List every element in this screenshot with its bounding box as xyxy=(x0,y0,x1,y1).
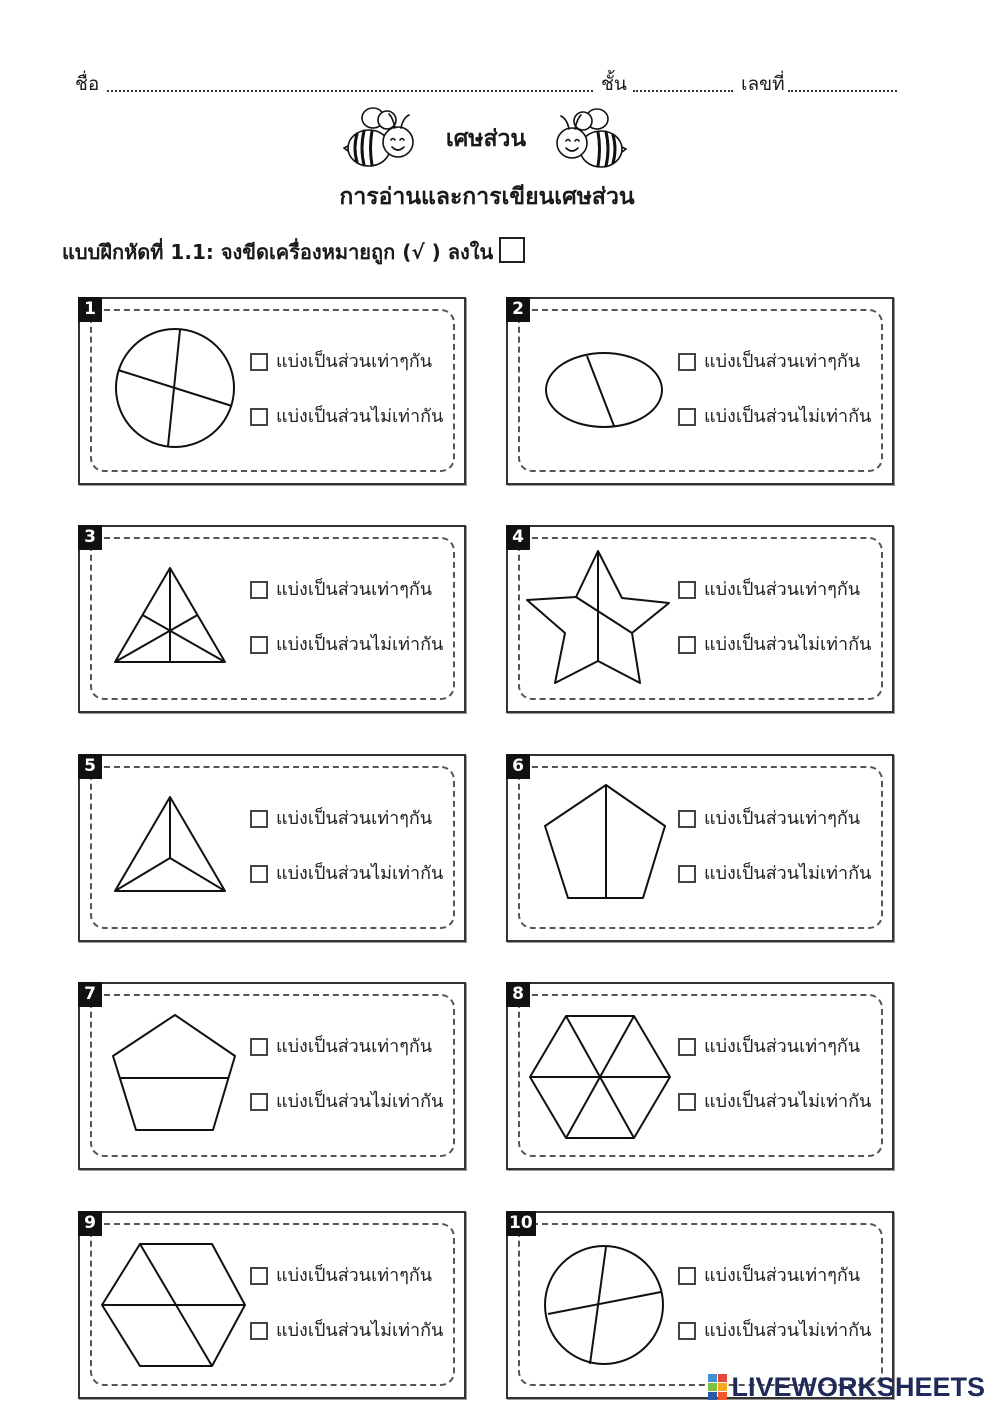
star-shape xyxy=(506,525,706,713)
option-equal-label: แบ่งเป็นส่วนเท่าๆกัน xyxy=(704,808,861,829)
instruction-text: แบบฝึกหัดที่ 1.1: จงขีดเครื่องหมายถูก (√ ) ลงใน xyxy=(62,240,494,264)
option-unequal-label: แบ่งเป็นส่วนไม่เท่ากัน xyxy=(704,634,872,655)
logo-icon xyxy=(708,1374,727,1400)
exercise-number-badge: 5 xyxy=(78,754,102,779)
exercise-number-badge: 3 xyxy=(78,525,102,550)
option-unequal-label: แบ่งเป็นส่วนไม่เท่ากัน xyxy=(704,863,872,884)
triangle-shape xyxy=(78,525,278,713)
exercise-card-2 xyxy=(506,297,894,485)
exercise-number-badge: 8 xyxy=(506,982,530,1007)
checkbox-unequal[interactable] xyxy=(250,865,268,883)
logo-icon-cell xyxy=(718,1392,727,1400)
exercise-card-8 xyxy=(506,982,894,1170)
checkbox-unequal[interactable] xyxy=(250,408,268,426)
checkbox-equal[interactable] xyxy=(678,810,696,828)
liveworksheets-logo xyxy=(708,1372,985,1402)
option-unequal-label: แบ่งเป็นส่วนไม่เท่ากัน xyxy=(276,406,444,427)
option-unequal-label: แบ่งเป็นส่วนไม่เท่ากัน xyxy=(276,634,444,655)
hexagon-shape xyxy=(506,982,706,1170)
checkbox-equal[interactable] xyxy=(250,1038,268,1056)
option-equal-label: แบ่งเป็นส่วนเท่าๆกัน xyxy=(704,579,861,600)
number-blank-line xyxy=(788,90,897,92)
option-equal-label: แบ่งเป็นส่วนเท่าๆกัน xyxy=(276,808,433,829)
checkbox-unequal[interactable] xyxy=(250,1093,268,1111)
option-equal-label: แบ่งเป็นส่วนเท่าๆกัน xyxy=(276,579,433,600)
checkbox-unequal[interactable] xyxy=(678,636,696,654)
checkbox-equal[interactable] xyxy=(250,1267,268,1285)
option-equal-label: แบ่งเป็นส่วนเท่าๆกัน xyxy=(704,1036,861,1057)
checkbox-unequal[interactable] xyxy=(250,636,268,654)
option-equal-label: แบ่งเป็นส่วนเท่าๆกัน xyxy=(704,1265,861,1286)
exercise-card-1 xyxy=(78,297,466,485)
exercise-card-3 xyxy=(78,525,466,713)
checkbox-unequal[interactable] xyxy=(678,1322,696,1340)
exercise-number-badge: 4 xyxy=(506,525,530,550)
triangle-shape xyxy=(78,754,278,942)
checkbox-equal[interactable] xyxy=(678,1038,696,1056)
shape-outline xyxy=(546,353,662,427)
instruction-line xyxy=(62,237,525,265)
checkbox-equal[interactable] xyxy=(678,353,696,371)
checkbox-equal[interactable] xyxy=(250,810,268,828)
exercise-card-5 xyxy=(78,754,466,942)
pentagon-shape xyxy=(78,982,278,1170)
option-unequal-label: แบ่งเป็นส่วนไม่เท่ากัน xyxy=(704,406,872,427)
hexagon-shape xyxy=(78,1211,278,1399)
dividing-line xyxy=(115,858,170,891)
checkbox-unequal[interactable] xyxy=(678,1093,696,1111)
checkbox-unequal[interactable] xyxy=(678,408,696,426)
number-label: เลขที่ xyxy=(741,73,785,95)
option-unequal-label: แบ่งเป็นส่วนไม่เท่ากัน xyxy=(704,1320,872,1341)
checkbox-equal[interactable] xyxy=(678,581,696,599)
class-blank-line xyxy=(633,90,733,92)
dividing-line xyxy=(170,858,225,891)
exercise-card-9 xyxy=(78,1211,466,1399)
option-equal-label: แบ่งเป็นส่วนเท่าๆกัน xyxy=(276,1265,433,1286)
name-label: ชื่อ xyxy=(75,73,100,95)
exercise-card-4 xyxy=(506,525,894,713)
checkbox-equal[interactable] xyxy=(678,1267,696,1285)
circle-shape xyxy=(78,297,278,485)
option-unequal-label: แบ่งเป็นส่วนไม่เท่ากัน xyxy=(276,863,444,884)
exercise-number-badge: 10 xyxy=(506,1211,536,1236)
option-equal-label: แบ่งเป็นส่วนเท่าๆกัน xyxy=(704,351,861,372)
dividing-line xyxy=(548,1292,661,1314)
checkbox-equal[interactable] xyxy=(250,581,268,599)
checkbox-unequal[interactable] xyxy=(678,865,696,883)
logo-icon-cell xyxy=(708,1392,717,1400)
worksheet-title: เศษส่วน xyxy=(445,126,527,152)
ellipse-shape xyxy=(506,297,706,485)
dividing-line xyxy=(587,356,614,426)
dividing-line xyxy=(576,597,632,633)
logo-icon-cell xyxy=(718,1374,727,1382)
option-equal-label: แบ่งเป็นส่วนเท่าๆกัน xyxy=(276,351,433,372)
exercise-number-badge: 7 xyxy=(78,982,102,1007)
exercise-number-badge: 9 xyxy=(78,1211,102,1236)
name-blank-line xyxy=(107,90,593,92)
logo-icon-cell xyxy=(708,1383,717,1391)
exercise-card-10 xyxy=(506,1211,894,1399)
worksheet-subtitle: การอ่านและการเขียนเศษส่วน xyxy=(339,184,635,210)
exercise-card-7 xyxy=(78,982,466,1170)
checkbox-equal[interactable] xyxy=(250,353,268,371)
exercise-card-6 xyxy=(506,754,894,942)
option-unequal-label: แบ่งเป็นส่วนไม่เท่ากัน xyxy=(276,1091,444,1112)
circle-shape xyxy=(506,1211,706,1399)
sample-checkbox-icon xyxy=(499,237,525,263)
option-equal-label: แบ่งเป็นส่วนเท่าๆกัน xyxy=(276,1036,433,1057)
exercise-number-badge: 2 xyxy=(506,297,530,322)
pentagon-shape xyxy=(506,754,706,942)
shape-outline xyxy=(113,1015,235,1130)
logo-icon-cell xyxy=(708,1374,717,1382)
logo-icon-cell xyxy=(718,1383,727,1391)
checkbox-unequal[interactable] xyxy=(250,1322,268,1340)
exercise-number-badge: 1 xyxy=(78,297,102,322)
option-unequal-label: แบ่งเป็นส่วนไม่เท่ากัน xyxy=(704,1091,872,1112)
logo-text: LIVEWORKSHEETS xyxy=(731,1372,985,1402)
class-label: ชั้น xyxy=(601,73,627,95)
option-unequal-label: แบ่งเป็นส่วนไม่เท่ากัน xyxy=(276,1320,444,1341)
exercise-number-badge: 6 xyxy=(506,754,530,779)
